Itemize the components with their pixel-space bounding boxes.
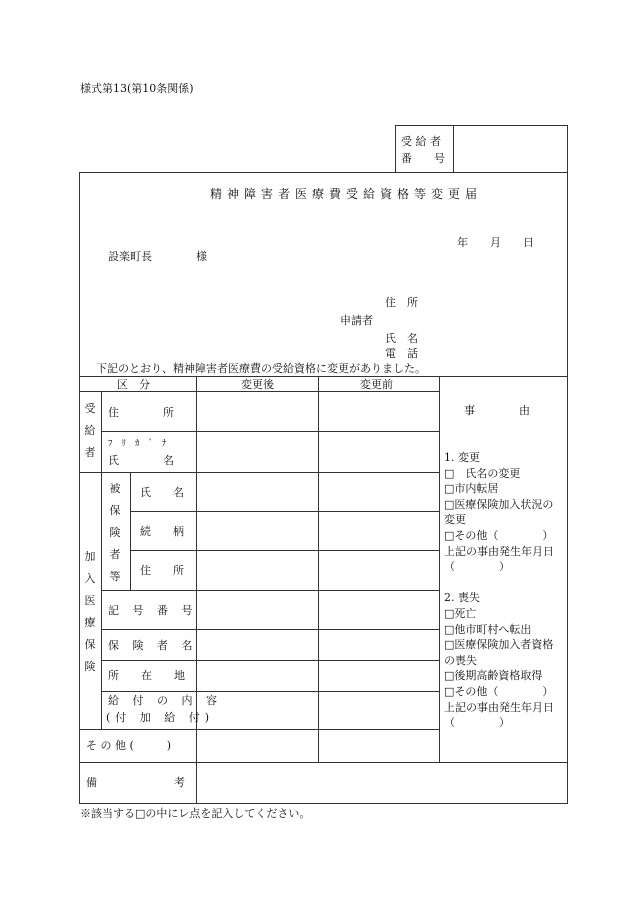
applicant-label: 申請者: [340, 314, 373, 327]
other-row-label: そ の 他 ( ): [86, 739, 172, 752]
reason-line: 2. 喪失: [444, 591, 480, 605]
remarks-label: 備 考: [86, 776, 185, 789]
phone-label: 電 話: [385, 347, 418, 360]
form-id: 様式第13(第10条関係): [80, 82, 194, 95]
remarks-field[interactable]: [197, 763, 567, 803]
reason-line[interactable]: □その他（ ）: [444, 528, 554, 542]
reason-line: 変更: [444, 513, 466, 527]
reason-line[interactable]: □ 氏名の変更: [444, 466, 521, 480]
header-after: 変更後: [241, 378, 274, 391]
date-line: 年 月 日: [457, 236, 534, 249]
insured-label: 被 保 険 者 等: [109, 482, 121, 583]
insured-relation-label: 続 柄: [140, 525, 184, 538]
header-before: 変更前: [360, 378, 393, 391]
benefit-label: 給 付 の 内 容: [108, 694, 222, 707]
recipient-no-label-2: 番 号: [401, 152, 445, 165]
reason-line[interactable]: □他市町村へ転出: [444, 622, 532, 636]
addressee: 設楽町長 様: [108, 250, 207, 263]
insured-address-label: 住 所: [140, 564, 184, 577]
reason-line: （ ）: [444, 560, 510, 574]
benefit-sub-label: (付 加 給 付): [106, 711, 215, 724]
furigana-label: ﾌ ﾘ ｶ ﾞ ﾅ: [108, 439, 167, 449]
reason-line[interactable]: □後期高齢資格取得: [444, 669, 543, 683]
reason-list: [444, 450, 568, 731]
recipient-no-label: 受 給 者: [401, 135, 441, 148]
reason-line: 1. 変更: [444, 451, 480, 464]
location-label: 所 在 地: [108, 669, 185, 682]
footnote: ※該当する□の中にレ点を記入してください。: [80, 807, 311, 820]
intro-text: 下記のとおり、精神障害者医療費の受給資格に変更がありました。: [96, 362, 426, 375]
reason-line: （ ）: [444, 716, 510, 730]
symbol-number-label: 記 号 番 号: [108, 604, 198, 617]
recipient-address-label: 住 所: [108, 406, 174, 419]
name-label: 氏 名: [385, 332, 418, 345]
reason-line: の喪失: [444, 653, 477, 667]
form-title: 精神障害者医療費受給資格等変更届: [210, 187, 483, 201]
recipient-no-field[interactable]: [454, 126, 567, 171]
recipient-group-label: 受 給 者: [84, 402, 96, 459]
reason-line: 上記の事由発生年月日: [444, 700, 554, 714]
address-label: 住 所: [385, 296, 418, 309]
reason-line[interactable]: □医療保険加入者資格: [444, 638, 554, 652]
insurer-name-label: 保 険 者 名: [108, 639, 198, 652]
insurance-group-label: 加 入 医 療 保 険: [84, 550, 96, 673]
header-reason: 事 由: [464, 404, 530, 417]
reason-line[interactable]: □その他（ ）: [444, 684, 554, 698]
recipient-name-label: 氏 名: [108, 454, 174, 467]
header-category: 区 分: [117, 378, 150, 391]
reason-line: [444, 575, 568, 591]
reason-line[interactable]: □死亡: [444, 606, 477, 620]
reason-line: 上記の事由発生年月日: [444, 544, 554, 558]
insured-name-label: 氏 名: [140, 486, 184, 499]
reason-line[interactable]: □医療保険加入状況の: [444, 497, 554, 511]
reason-line[interactable]: □市内転居: [444, 482, 499, 496]
